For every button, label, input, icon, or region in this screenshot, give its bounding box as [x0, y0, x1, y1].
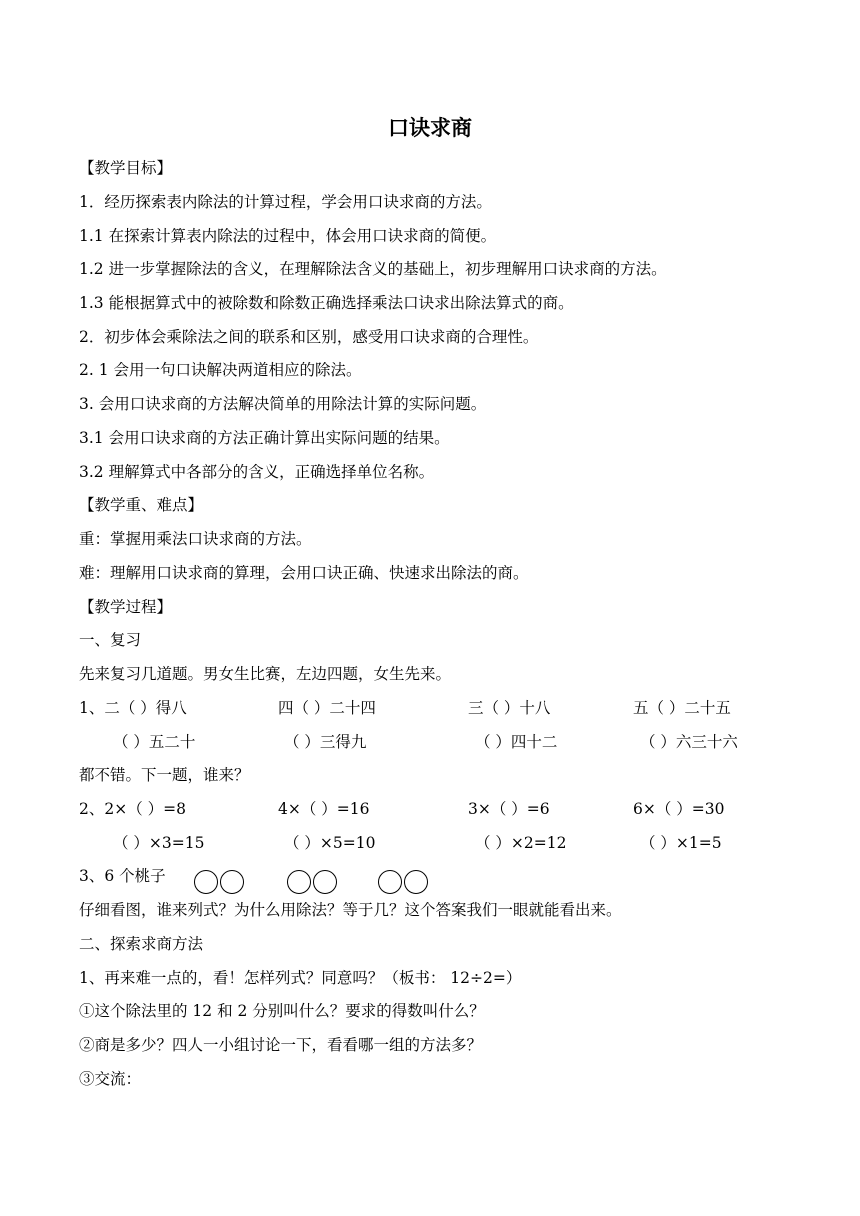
exercise-item: 3×（ ）=6	[468, 800, 550, 818]
text-line: 先来复习几道题。男女生比赛，左边四题，女生先来。	[79, 665, 452, 683]
peach-icon	[404, 870, 428, 894]
text-line: 仔细看图，谁来列式？为什么用除法？等于几？这个答案我们一眼就能看出来。	[79, 901, 622, 919]
text-line: 2. 1 会用一句口诀解决两道相应的除法。	[79, 361, 362, 379]
text-line: 都不错。下一题，谁来？	[79, 766, 250, 784]
exercise-item: （ ）三得九	[284, 733, 367, 751]
section-heading-process: 【教学过程】	[79, 598, 173, 616]
text-line: 3. 会用口诀求商的方法解决简单的用除法计算的实际问题。	[79, 395, 487, 413]
text-line: 1.3 能根据算式中的被除数和除数正确选择乘法口诀求出除法算式的商。	[79, 294, 574, 312]
text-line: 1、再来难一点的，看！怎样列式？同意吗？（板书： 12÷2=）	[79, 969, 522, 987]
text-line: 2．初步体会乘除法之间的联系和区别，感受用口诀求商的合理性。	[79, 328, 539, 346]
section-heading-goals: 【教学目标】	[79, 159, 173, 177]
exercise-item: 四（ ）二十四	[278, 699, 376, 717]
exercise-item: 五（ ）二十五	[633, 699, 731, 717]
exercise-item: 1、二（ ）得八	[79, 699, 187, 717]
text-line: 3.1 会用口诀求商的方法正确计算出实际问题的结果。	[79, 429, 450, 447]
text-line: 1．经历探索表内除法的计算过程，学会用口诀求商的方法。	[79, 193, 492, 211]
exercise-item: 2、2×（ ）=8	[79, 800, 186, 818]
peach-icon	[378, 870, 402, 894]
exercise-item: 三（ ）十八	[468, 699, 551, 717]
peach-icon	[313, 870, 337, 894]
exercise-item: （ ）×5=10	[284, 834, 376, 852]
exercise-item: 6×（ ）=30	[633, 800, 725, 818]
exercise-item: （ ）六三十六	[640, 733, 738, 751]
peach-icon	[194, 870, 218, 894]
exercise-item: （ ）×1=5	[640, 834, 722, 852]
text-line: 1.1 在探索计算表内除法的过程中，体会用口诀求商的简便。	[79, 227, 497, 245]
text-line: ①这个除法里的 12 和 2 分别叫什么？要求的得数叫什么？	[79, 1002, 485, 1020]
exercise-item: （ ）四十二	[475, 733, 558, 751]
exercise-item: （ ）×2=12	[475, 834, 567, 852]
exercise-item: （ ）五二十	[113, 733, 196, 751]
page-title: 口诀求商	[388, 116, 472, 140]
text-line: 1.2 进一步掌握除法的含义，在理解除法含义的基础上，初步理解用口诀求商的方法。	[79, 260, 667, 278]
peach-label: 3、6 个桃子	[79, 867, 166, 885]
exercise-item: （ ）×3=15	[113, 834, 205, 852]
peach-icon	[287, 870, 311, 894]
section-heading-key-points: 【教学重、难点】	[79, 496, 204, 514]
exercise-item: 4×（ ）=16	[278, 800, 370, 818]
peach-icon	[220, 870, 244, 894]
text-line: ②商是多少？四人一小组讨论一下，看看哪一组的方法多？	[79, 1036, 483, 1054]
section-heading-explore: 二、探索求商方法	[79, 935, 204, 953]
text-line: 3.2 理解算式中各部分的含义，正确选择单位名称。	[79, 463, 435, 481]
text-line: 重：掌握用乘法口诀求商的方法。	[79, 530, 312, 548]
text-line: ③交流：	[79, 1070, 142, 1088]
text-line: 难：理解用口诀求商的算理，会用口诀正确、快速求出除法的商。	[79, 564, 529, 582]
text-line: 一、复习	[79, 631, 142, 649]
